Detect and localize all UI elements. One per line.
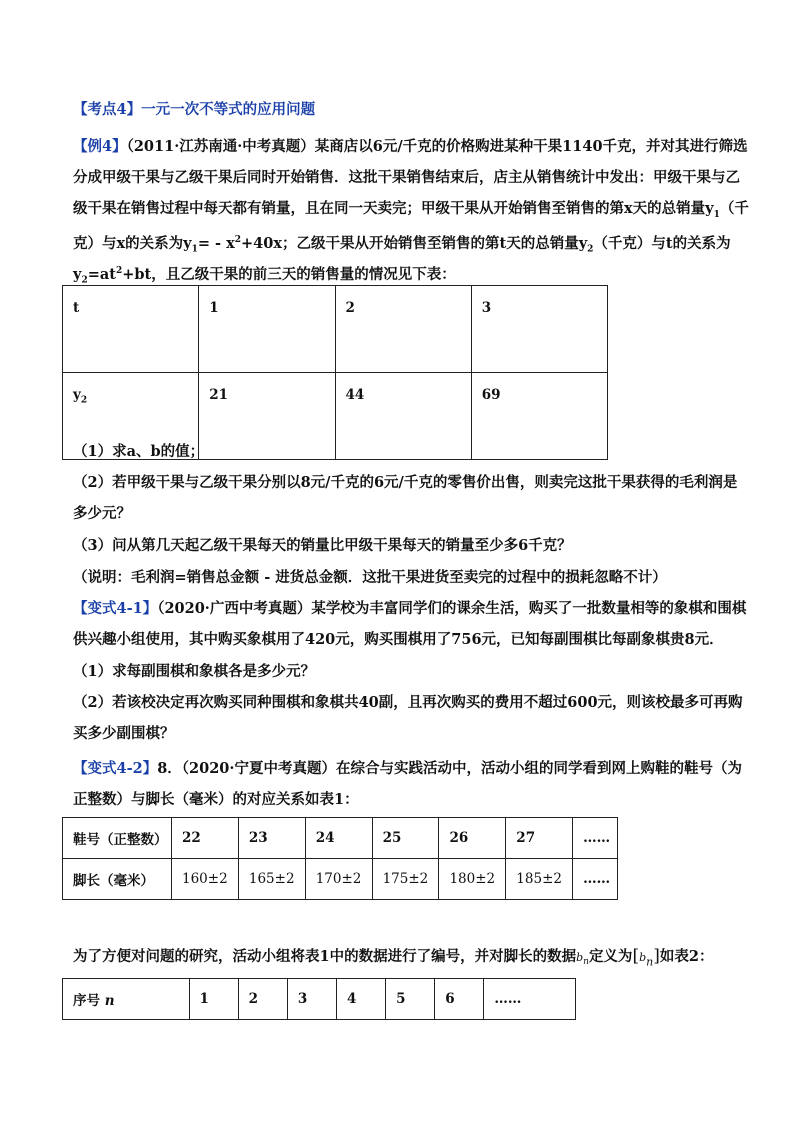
table-cell: 1: [189, 979, 238, 1020]
table-row: [63, 818, 618, 859]
table-cell: 4: [336, 979, 385, 1020]
table-row: [63, 979, 576, 1020]
table-cell: 22: [172, 818, 239, 859]
subscript: 1: [191, 244, 198, 255]
subscript: 2: [80, 395, 88, 406]
table-cell: 2: [238, 979, 287, 1020]
table-cell: 5: [386, 979, 435, 1020]
variant41-tag: 【变式4-1】: [73, 600, 158, 617]
variant42-text: 为了方便对问题的研究，活动小组将表1中的数据进行了编号，并对脚长的数据: [73, 948, 577, 965]
table-cell: 175±2: [372, 859, 439, 900]
table-cell: 69: [471, 373, 607, 460]
variant42-line1: [73, 759, 742, 779]
math-b: [576, 951, 589, 968]
variant42-para: [73, 946, 713, 972]
math-b-letter: b: [639, 951, 647, 964]
table-cell: 21: [199, 373, 335, 460]
example4-text: 克）与x的关系为y: [73, 234, 192, 252]
question-2: （2）若甲级干果与乙级干果分别以8元/千克的6元/千克的零售价出售，则卖完这批干果获得的毛利润是: [73, 474, 738, 491]
index-table: [62, 978, 576, 1020]
bracket-expression: $[b_n]$: [632, 946, 660, 969]
variant41-line1: [73, 599, 746, 619]
variant42-text: 定义为: [588, 948, 633, 965]
table-row: [63, 286, 608, 373]
shoe-size-table: [62, 817, 618, 900]
question-3: （3）问从第几天起乙级干果每天的销量比甲级干果每天的销量至少多6千克？: [73, 537, 572, 554]
table-cell: ……: [573, 818, 618, 859]
table-row: [63, 859, 618, 900]
table-cell: 180±2: [439, 859, 506, 900]
table-cell: t: [63, 286, 199, 373]
cell-label: y: [73, 387, 81, 403]
variant41-q1: （1）求每副围棋和象棋各是多少元？: [73, 663, 316, 680]
example4-line3: [73, 199, 749, 225]
example4-tag: 【例4】: [73, 138, 127, 155]
table-cell: ……: [573, 859, 618, 900]
cell-label: 序号: [73, 993, 100, 1009]
table-cell: 185±2: [506, 859, 573, 900]
example4-note: （说明：毛利润=销售总金额 - 进货总金额．这批干果进货至卖完的过程中的损耗忽略不计）: [73, 569, 667, 586]
superscript: 2: [234, 235, 242, 245]
subscript: n: [646, 955, 654, 969]
example4-text: （2011·江苏南通·中考真题）某商店以6元/千克的价格购进某种干果1140千克，并对其进行筛选: [126, 138, 748, 155]
example4-line2: [73, 168, 740, 188]
table-cell: 3: [287, 979, 336, 1020]
example4-text: （千克）与t的关系为: [593, 234, 731, 252]
table-cell: ……: [484, 979, 576, 1020]
table-cell: 25: [372, 818, 439, 859]
variant41-line2: 供兴趣小组使用，其中购买象棋用了420元，购买围棋用了756元，已知每副围棋比每副象棋贵8元．: [73, 631, 724, 648]
example4-text: 分成甲级干果与乙级干果后同时开始销售．这批干果销售结束后，店主从销售统计中发出：甲级干果与乙: [73, 169, 740, 186]
section-tag: 【考点4】: [73, 101, 142, 118]
example4-text: y: [73, 265, 82, 283]
example4-text: = - x: [197, 234, 235, 252]
section-header: [73, 100, 315, 120]
table-cell: 24: [305, 818, 372, 859]
subscript: 1: [713, 209, 720, 220]
question-1: （1）求a、b的值；: [73, 443, 205, 460]
example4-line4: [73, 230, 731, 260]
table-cell: 鞋号（正整数）: [63, 818, 172, 859]
variant42-tag: 【变式4-2】: [73, 760, 158, 777]
variant42-text: 如表2：: [659, 948, 714, 965]
table-cell: 170±2: [305, 859, 372, 900]
subscript: 2: [81, 275, 88, 286]
subscript: 2: [587, 244, 594, 255]
example4-text: 级干果在销售过程中每天都有销量，且在同一天卖完；甲级干果从开始销售至销售的第x天的总销量y: [73, 200, 714, 217]
section-title: 一元一次不等式的应用问题: [141, 101, 316, 118]
variant42-line2: 正整数）与脚长（毫米）的对应关系如表1：: [73, 791, 359, 808]
variant41-q2: （2）若该校决定再次购买同种围棋和象棋共40副，且再次购买的费用不超过600元，则该校最多可再购: [73, 694, 743, 711]
superscript: 2: [115, 266, 123, 276]
table-cell: 26: [439, 818, 506, 859]
table-cell: 6: [435, 979, 484, 1020]
table-cell: 165±2: [238, 859, 305, 900]
table-cell: 3: [471, 286, 607, 373]
table-cell: 27: [506, 818, 573, 859]
variant41-q2-cont: 买多少副围棋？: [73, 725, 175, 742]
variant41-text: （2020·广西中考真题）某学校为丰富同学们的课余生活，购买了一批数量相等的象棋和围棋: [157, 600, 747, 617]
question-2-cont: 多少元？: [73, 505, 131, 522]
subscript: n: [583, 957, 589, 968]
table-cell: 2: [335, 286, 471, 373]
table-cell: 1: [199, 286, 335, 373]
table-cell: 脚长（毫米）: [63, 859, 172, 900]
math-b-letter: b: [576, 951, 584, 964]
example4-line1: [73, 137, 748, 157]
example4-text: =at: [87, 265, 116, 283]
example4-text: （千: [719, 200, 749, 217]
example4-text: +40x；乙级干果从开始销售至销售的第t天的总销量y: [241, 234, 588, 252]
table-cell: [63, 979, 190, 1020]
table-cell: 23: [238, 818, 305, 859]
cell-var: n: [104, 993, 115, 1009]
variant42-text: 8．（2020·宁夏中考真题）在综合与实践活动中，活动小组的同学看到网上购鞋的鞋号（为: [157, 760, 742, 777]
table-cell: 160±2: [172, 859, 239, 900]
example4-table: [62, 285, 608, 460]
example4-text: +bt，且乙级干果的前三天的销售量的情况见下表：: [122, 265, 456, 283]
table-cell: 44: [335, 373, 471, 460]
